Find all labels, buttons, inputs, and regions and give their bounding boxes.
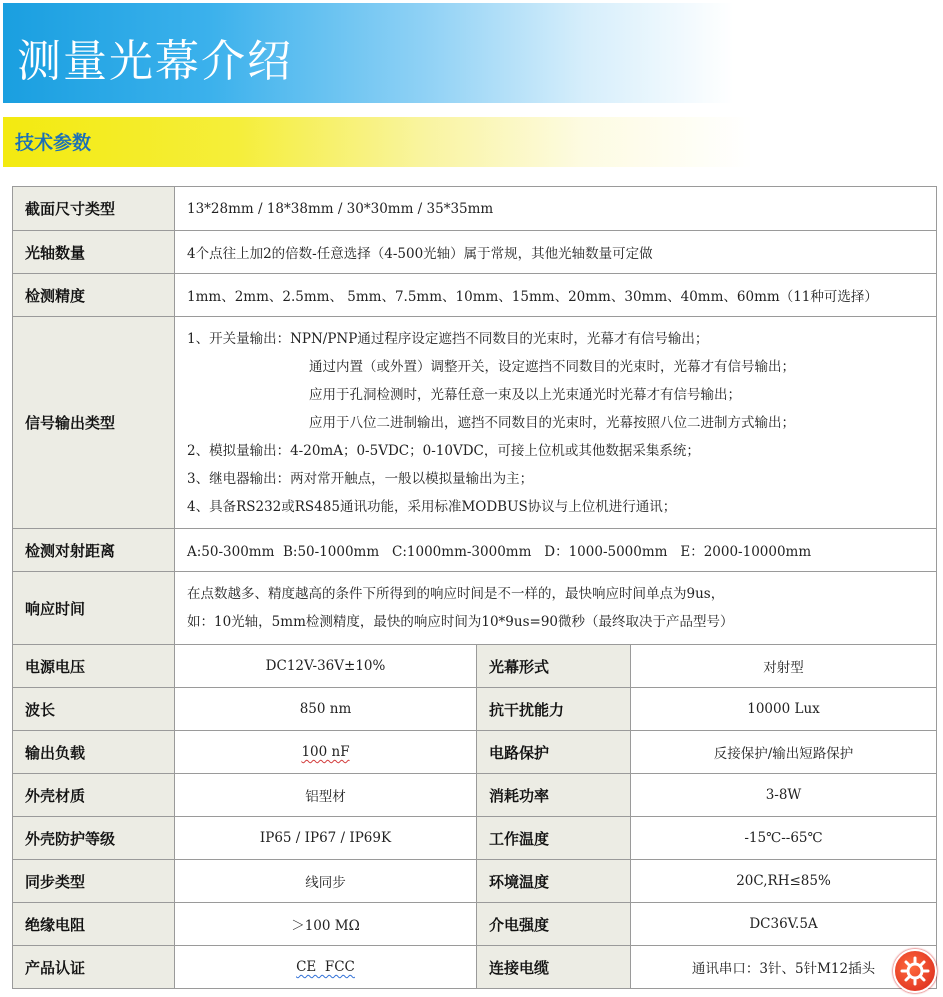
- row-value: 反接保护/输出短路保护: [631, 731, 937, 774]
- signal-line: 3、继电器输出：两对常开触点，一般以模拟量输出为主；: [187, 470, 534, 487]
- row-label: 检测对射距离: [13, 529, 175, 572]
- row-label: 连接电缆: [477, 946, 631, 989]
- page-title: 测量光幕介绍: [17, 36, 293, 87]
- table-row: [13, 946, 937, 989]
- row-value: [175, 572, 937, 645]
- table-row: [13, 231, 937, 274]
- table-row: [13, 774, 937, 817]
- signal-line: 1、开关量输出：NPN/PNP通过程序设定遮挡不同数目的光束时，光幕才有信号输出；: [187, 330, 709, 347]
- row-label: 消耗功率: [477, 774, 631, 817]
- table-row: [13, 903, 937, 946]
- cert-value: CE FCC: [296, 959, 355, 975]
- row-label: 介电强度: [477, 903, 631, 946]
- load-value: 100 nF: [301, 744, 350, 760]
- gear-badge-icon: [893, 949, 937, 993]
- row-label: 光幕形式: [477, 645, 631, 688]
- row-value: 线同步: [175, 860, 477, 903]
- table-row: [13, 572, 937, 645]
- row-label: 电路保护: [477, 731, 631, 774]
- table-row: [13, 731, 937, 774]
- row-label: 截面尺寸类型: [13, 187, 175, 231]
- row-label: 外壳材质: [13, 774, 175, 817]
- row-value: 3-8W: [631, 774, 937, 817]
- row-value: DC12V-36V±10%: [175, 645, 477, 688]
- row-label: 检测精度: [13, 274, 175, 317]
- section-header: [3, 117, 940, 167]
- row-value: -15℃--65℃: [631, 817, 937, 860]
- row-label: 产品认证: [13, 946, 175, 989]
- signal-line: 4、具备RS232或RS485通讯功能，采用标准MODBUS协议与上位机进行通讯；: [187, 498, 677, 515]
- row-label: 电源电压: [13, 645, 175, 688]
- response-line: 在点数越多、精度越高的条件下所得到的响应时间是不一样的，最快响应时间单点为9us，: [187, 586, 725, 602]
- header-banner: [3, 3, 940, 103]
- row-value: IP65 / IP67 / IP69K: [175, 817, 477, 860]
- row-value: 对射型: [631, 645, 937, 688]
- row-label: 同步类型: [13, 860, 175, 903]
- row-label: 绝缘电阻: [13, 903, 175, 946]
- row-label: 外壳防护等级: [13, 817, 175, 860]
- signal-line: 应用于孔洞检测时，光幕任意一束及以上光束通光时光幕才有信号输出；: [309, 386, 741, 403]
- signal-line: 2、模拟量输出：4-20mA；0-5VDC；0-10VDC，可接上位机或其他数据采集系统；: [187, 442, 700, 459]
- row-value: A:50-300mm B:50-1000mm C:1000mm-3000mm D：1000-5000mm E：2000-10000mm: [175, 529, 937, 572]
- row-value: DC36V.5A: [631, 903, 937, 946]
- response-line: 如：10光轴，5mm检测精度，最快的响应时间为10*9us=90微秒（最终取决于产品型号）: [187, 614, 734, 630]
- gear-icon: [895, 951, 935, 991]
- row-value: 850 nm: [175, 688, 477, 731]
- row-value: [175, 946, 477, 989]
- row-value: 10000 Lux: [631, 688, 937, 731]
- row-value: 4个点往上加2的倍数-任意选择（4-500光轴）属于常规，其他光轴数量可定做: [175, 231, 937, 274]
- row-label: 工作温度: [477, 817, 631, 860]
- row-label: 抗干扰能力: [477, 688, 631, 731]
- row-label: 波长: [13, 688, 175, 731]
- table-row: [13, 645, 937, 688]
- table-row: [13, 817, 937, 860]
- row-value: 通讯串口：3针、5针M12插头: [631, 946, 937, 989]
- row-value: 1mm、2mm、2.5mm、 5mm、7.5mm、10mm、15mm、20mm、30mm、40mm、60mm（11种可选择）: [175, 274, 937, 317]
- table-row: [13, 317, 937, 529]
- table-row: [13, 529, 937, 572]
- table-row: [13, 274, 937, 317]
- row-label: 输出负载: [13, 731, 175, 774]
- section-title: 技术参数: [15, 132, 92, 154]
- row-label: 响应时间: [13, 572, 175, 645]
- signal-line: 应用于八位二进制输出，遮挡不同数目的光束时，光幕按照八位二进制方式输出；: [309, 414, 795, 431]
- signal-line: 通过内置（或外置）调整开关，设定遮挡不同数目的光束时，光幕才有信号输出；: [309, 358, 795, 375]
- row-value: [175, 731, 477, 774]
- row-value: 13*28mm / 18*38mm / 30*30mm / 35*35mm: [175, 187, 937, 231]
- row-label: 信号输出类型: [13, 317, 175, 529]
- row-value: ＞100 MΩ: [175, 903, 477, 946]
- table-row: [13, 860, 937, 903]
- row-value: 铝型材: [175, 774, 477, 817]
- row-value: [175, 317, 937, 529]
- row-value: 20C,RH≤85%: [631, 860, 937, 903]
- table-row: [13, 688, 937, 731]
- table-row: [13, 187, 937, 231]
- row-label: 光轴数量: [13, 231, 175, 274]
- spec-table: [12, 186, 937, 989]
- row-label: 环境温度: [477, 860, 631, 903]
